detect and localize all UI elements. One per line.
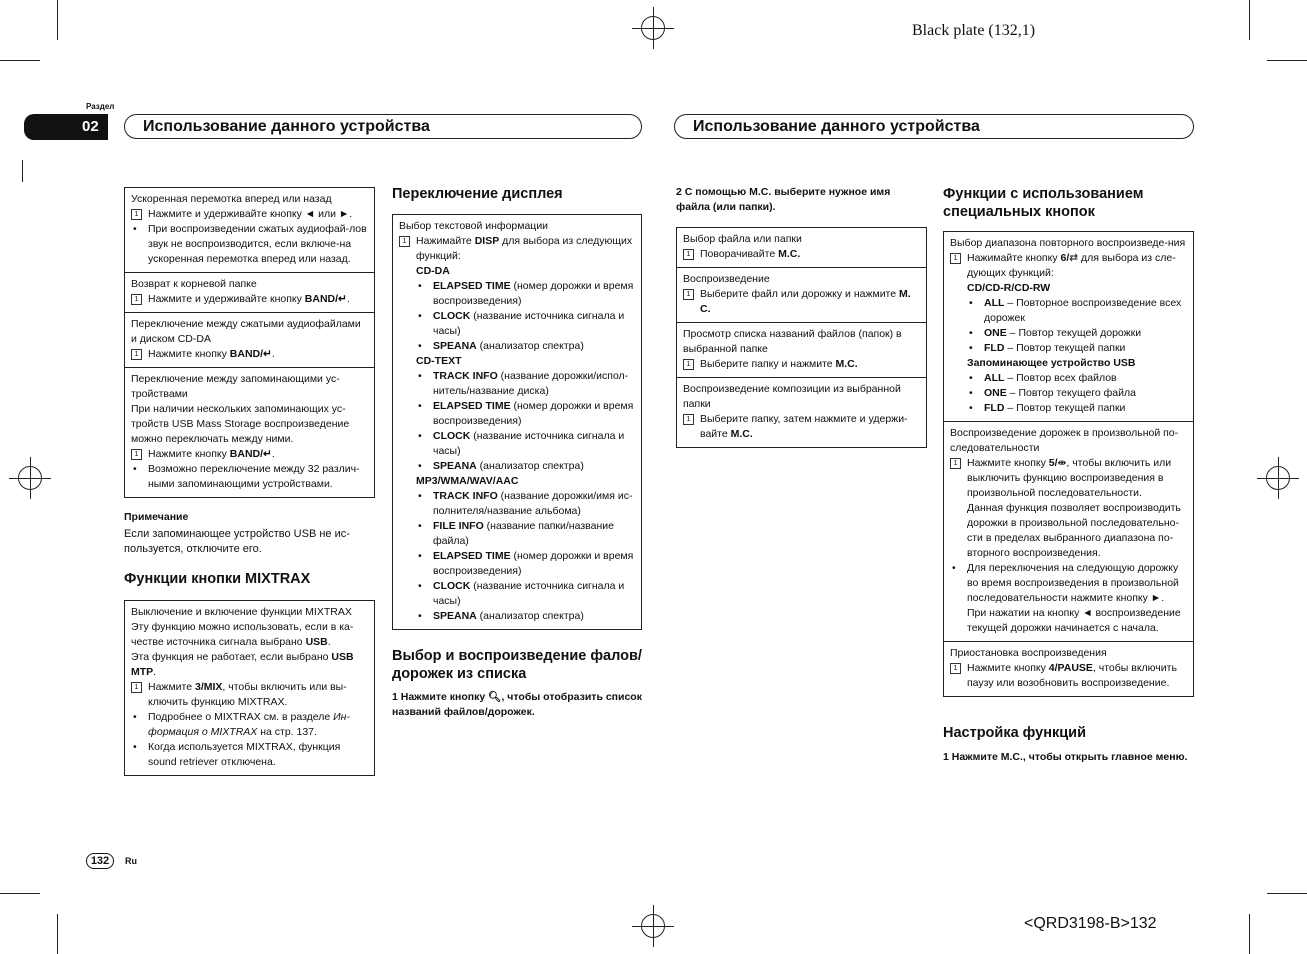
bullet-item: • FLD – Повтор текущей папки xyxy=(950,401,1187,416)
document-code: <QRD3198-B>132 xyxy=(1024,915,1157,932)
table-cell xyxy=(125,368,374,497)
cell-title: Выбор текстовой информации xyxy=(399,220,549,232)
crop-mark xyxy=(1249,914,1250,954)
list-heading: Выбор и воспроизведение фалов/дорожек из списка xyxy=(392,648,642,682)
page-header-left: Использование данного устройства xyxy=(124,114,642,139)
step-item: 1 Выберите папку и нажмите M.C. xyxy=(683,357,920,372)
bullet-item: • ONE – Повтор текущего файла xyxy=(950,386,1187,401)
group-label: CD-TEXT xyxy=(416,355,462,367)
bullet-item: • CLOCK (название источника сигнала и часы) xyxy=(399,579,635,609)
table-cell xyxy=(944,642,1193,696)
table-cell xyxy=(677,228,926,268)
bullet-item: • Когда используется MIXTRAX, функция sound retriever отключена. xyxy=(131,740,368,770)
step-item: 1 Поворачивайте M.C. xyxy=(683,247,920,262)
table-cell xyxy=(393,215,641,629)
cell-text: При наличии нескольких запоминающих ус-тройств USB Mass Storage воспроизведение можно переключать между ними. xyxy=(131,403,350,445)
bullet-item: • FILE INFO (название папки/название файла) xyxy=(399,519,635,549)
step-item: 1 Нажмите кнопку 5/⇼, чтобы включить или выключить функцию воспроизведения в произвольной последовательности. xyxy=(950,456,1187,501)
table-cell xyxy=(677,323,926,378)
settings-heading: Настройка функций xyxy=(943,725,1086,741)
cell-title: Ускоренная перемотка вперед или назад xyxy=(131,193,332,205)
bullet-item: • FLD – Повтор текущей папки xyxy=(950,341,1187,356)
cell-text: Эту функцию можно использовать, если в ка-честве источника сигнала выбрано USB. xyxy=(131,621,354,648)
cell-text: Эта функция не работает, если выбрано USB MTP. xyxy=(131,651,354,678)
bullet-item: • ALL – Повторное воспроизведение всех дорожек xyxy=(950,296,1187,326)
step2-text: 2 С помощью M.C. выберите нужное имя файла (или папки). xyxy=(676,186,891,213)
crop-mark xyxy=(1267,60,1307,61)
bullet-item: • TRACK INFO (название дорожки/имя ис-полнителя/название альбома) xyxy=(399,489,635,519)
cell-title: Переключение между запоминающими ус-тройствами xyxy=(131,373,340,400)
search-icon: 🔍︎ xyxy=(488,691,502,703)
file-select-box xyxy=(676,227,927,448)
bullet-item: • ALL – Повтор всех файлов xyxy=(950,371,1187,386)
cell-text: При нажатии на кнопку ◄ воспроизведение текущей дорожки начинается с начала. xyxy=(967,607,1181,634)
cell-title: Выбор диапазона повторного воспроизведе-ния xyxy=(950,237,1186,249)
settings-step: 1 Нажмите M.C., чтобы открыть главное меню. xyxy=(943,751,1188,763)
cell-title: Выбор файла или папки xyxy=(683,233,802,245)
mixtrax-heading: Функции кнопки MIXTRAX xyxy=(124,571,311,587)
bullet-item: • При воспроизведении сжатых аудиофай-лов звук не воспроизводится, если включе-на ускоренная перемотка вперед или назад. xyxy=(131,222,368,267)
registration-mark xyxy=(641,16,665,40)
section-label: Раздел xyxy=(86,102,115,111)
bullet-item: • TRACK INFO (название дорожки/испол-нитель/название диска) xyxy=(399,369,635,399)
cell-title: Просмотр списка названий файлов (папок) в выбранной папке xyxy=(683,328,902,355)
crop-mark xyxy=(0,893,40,894)
group-label: CD-DA xyxy=(416,265,450,277)
bullet-item: • CLOCK (название источника сигнала и часы) xyxy=(399,309,635,339)
registration-mark xyxy=(1266,466,1290,490)
cell-title: Воспроизведение композиции из выбранной папки xyxy=(683,383,901,410)
display-box xyxy=(392,214,642,630)
cell-title: Воспроизведение дорожек в произвольной по-следовательности xyxy=(950,427,1179,454)
table-cell xyxy=(125,273,374,313)
bullet-item: • CLOCK (название источника сигнала и часы) xyxy=(399,429,635,459)
table-cell xyxy=(125,601,374,775)
step-item: 1 Выберите файл или дорожку и нажмите M. C. xyxy=(683,287,920,317)
bullet-item: • Подробнее о MIXTRAX см. в разделе Ин-формация о MIXTRAX на стр. 137. xyxy=(131,710,368,740)
crop-mark xyxy=(0,60,40,61)
step-item: 1 Нажмите 3/MIX, чтобы включить или вы-ключить функцию MIXTRAX. xyxy=(131,680,368,710)
bullet-item: • ELAPSED TIME (номер дорожки и время воспроизведения) xyxy=(399,279,635,309)
page-number-badge: 132 xyxy=(86,853,114,869)
list-step: 1 Нажмите кнопку 🔍︎, чтобы отобразить список названий файлов/дорожек. xyxy=(392,691,642,718)
step-item: 1 Нажмите кнопку 4/PAUSE, чтобы включить паузу или возобновить воспроизведение. xyxy=(950,661,1187,691)
section-number-badge: 02 xyxy=(24,114,108,140)
bullet-item: • Для переключения на следующую дорожку во время воспроизведения в произвольной последовательности нажмите кнопку ►. xyxy=(950,561,1187,606)
mixtrax-box xyxy=(124,600,375,776)
page-header-right: Использование данного устройства xyxy=(674,114,1194,139)
table-cell xyxy=(677,268,926,323)
bullet-item: • ELAPSED TIME (номер дорожки и время воспроизведения) xyxy=(399,399,635,429)
registration-mark xyxy=(641,914,665,938)
crop-mark xyxy=(57,914,58,954)
table-cell xyxy=(944,422,1193,642)
crop-mark xyxy=(22,160,23,182)
table-cell xyxy=(125,313,374,368)
crop-mark xyxy=(57,0,58,40)
step-item: 1 Нажимайте кнопку 6/⇄ для выбора из сле-дующих функций: xyxy=(950,251,1187,281)
table-cell xyxy=(944,232,1193,422)
repeat-icon: ⇄ xyxy=(1069,252,1079,264)
plate-label: Black plate (132,1) xyxy=(912,22,1036,39)
table-cell xyxy=(677,378,926,447)
crop-mark xyxy=(1249,0,1250,40)
group-label: MP3/WMA/WAV/AAC xyxy=(416,475,519,487)
table-cell xyxy=(125,188,374,273)
group-label: CD/CD-R/CD-RW xyxy=(967,282,1051,294)
step-item: 1 Нажмите и удерживайте кнопку ◄ или ►. xyxy=(131,207,368,222)
bullet-item: • SPEANA (анализатор спектра) xyxy=(399,609,635,624)
crop-mark xyxy=(1267,893,1307,894)
special-buttons-heading: Функции с использованием специальных кнопок xyxy=(943,186,1144,220)
language-label: Ru xyxy=(125,856,137,866)
bullet-item: • SPEANA (анализатор спектра) xyxy=(399,339,635,354)
bullet-item: • ELAPSED TIME (номер дорожки и время воспроизведения) xyxy=(399,549,635,579)
cell-title: Возврат к корневой папке xyxy=(131,278,257,290)
note-text: Если запоминающее устройство USB не ис-пользуется, отключите его. xyxy=(124,528,350,555)
step-item: 1 Выберите папку, затем нажмите и удержи-вайте M.C. xyxy=(683,412,920,442)
step-item: 1 Нажмите кнопку BAND/↵. xyxy=(131,347,368,362)
bullet-item: • ONE – Повтор текущей дорожки xyxy=(950,326,1187,341)
step-item: 1 Нажмите кнопку BAND/↵. xyxy=(131,447,368,462)
shuffle-icon: ⇼ xyxy=(1057,457,1067,469)
registration-mark xyxy=(18,466,42,490)
cell-title: Приостановка воспроизведения xyxy=(950,647,1107,659)
cell-title: Переключение между сжатыми аудиофайлами и диском CD-DA xyxy=(131,318,361,345)
info-box-col1 xyxy=(124,187,375,498)
step-item: 1 Нажмите и удерживайте кнопку BAND/↵. xyxy=(131,292,368,307)
display-heading: Переключение дисплея xyxy=(392,186,563,202)
group-label: Запоминающее устройство USB xyxy=(967,357,1136,369)
cell-title: Выключение и включение функции MIXTRAX xyxy=(131,606,352,618)
bullet-item: • Возможно переключение между 32 различ-ными запоминающими устройствами. xyxy=(131,462,368,492)
step-item: 1 Нажимайте DISP для выбора из следующих функций: xyxy=(399,234,635,264)
note-title: Примечание xyxy=(124,511,189,523)
bullet-item: • SPEANA (анализатор спектра) xyxy=(399,459,635,474)
special-buttons-box xyxy=(943,231,1194,697)
cell-text: Данная функция позволяет воспроизводить дорожки в произвольной последовательно-сти в пределах выбранного диапазона по-вторного воспроизведения. xyxy=(967,502,1181,559)
cell-title: Воспроизведение xyxy=(683,273,770,285)
